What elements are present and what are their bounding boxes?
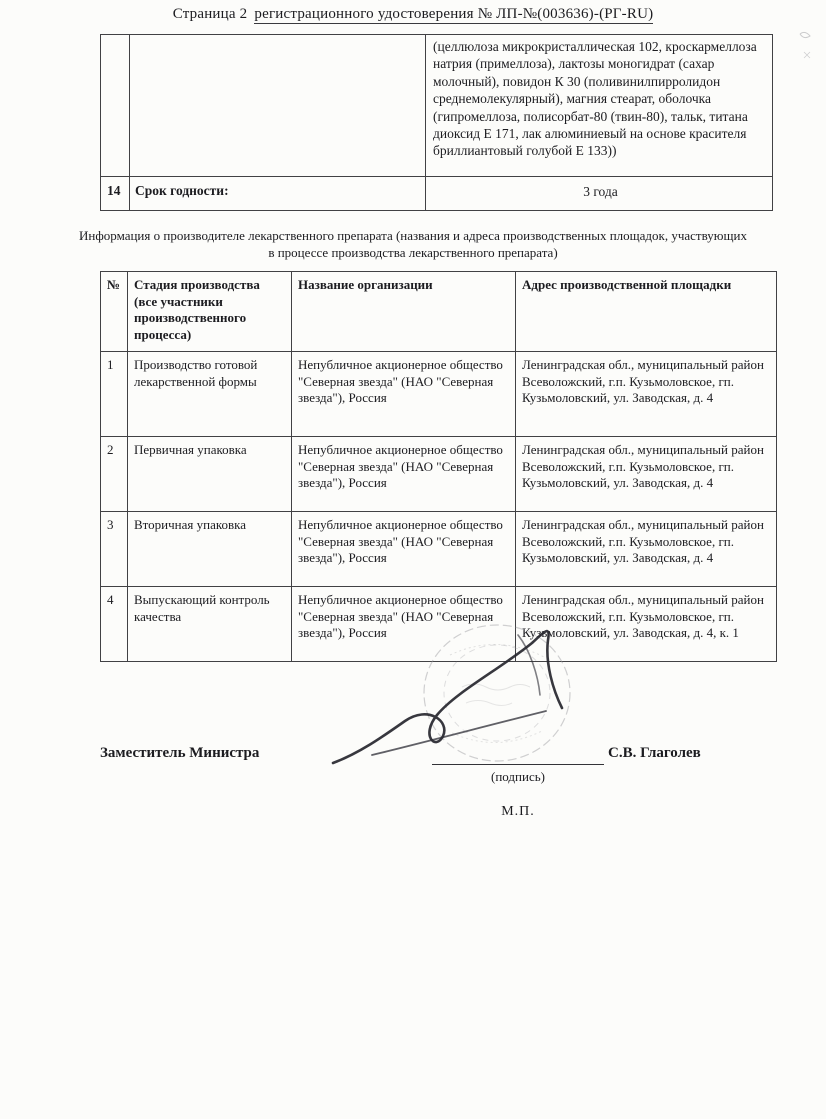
address-cell: Ленинградская обл., муниципальный район Всеволожский, г.п. Кузьмоловское, гп. Кузьмоловский, ул. Заводская, д. 4 [516, 437, 777, 512]
scan-noise-marks [796, 28, 818, 68]
row-number-cell: 14 [101, 177, 130, 210]
empty-number-cell [101, 35, 130, 176]
organization-cell: Непубличное акционерное общество "Северная звезда" (НАО "Северная звезда"), Россия [292, 512, 516, 587]
col-header-stage: Стадия производства (все участники производственного процесса) [128, 272, 292, 352]
empty-label-cell [130, 35, 426, 176]
signatory-title: Заместитель Министра [100, 745, 260, 761]
row-number-cell: 4 [101, 587, 128, 662]
col-header-number: № [101, 272, 128, 352]
table-header-row [101, 272, 777, 352]
manufacturer-info-intro: Информация о производителе лекарственного препарата (названия и адреса производственных площадок, участвующих в процессе производства лекарственного препарата) [79, 228, 747, 260]
address-cell: Ленинградская обл., муниципальный район Всеволожский, г.п. Кузьмоловское, гп. Кузьмоловский, ул. Заводская, д. 4 [516, 512, 777, 587]
table-row [101, 437, 777, 512]
row-number-cell: 3 [101, 512, 128, 587]
certificate-title: регистрационного удостоверения № ЛП-№(003636)-(РГ-RU) [254, 6, 654, 22]
stage-cell: Производство готовой лекарственной формы [128, 352, 292, 437]
organization-cell: Непубличное акционерное общество "Северная звезда" (НАО "Северная звезда"), Россия [292, 437, 516, 512]
table-row [101, 587, 777, 662]
row-number-cell: 1 [101, 352, 128, 437]
shelf-life-value: 3 года [583, 184, 618, 199]
manufacturer-table [100, 271, 777, 662]
continuation-table [100, 34, 773, 211]
signatory-name: С.В. Глаголев [608, 745, 701, 761]
table-row [101, 512, 777, 587]
table-row [101, 352, 777, 437]
excipients-cell: (целлюлоза микрокристаллическая 102, кроскармеллоза натрия (примеллоза), лактозы моногидрат (сахар молочный), повидон К 30 (поливинилпирролидон среднемолекулярный), магния стеарат, оболочка (гипромеллоза, полисорбат-80 (твин-80), тальк, титана диоксид Е 171, лак алюминиевый на основе красителя бриллиантовый голубой Е 133)) [433, 39, 757, 159]
col-header-organization: Название организации [292, 272, 516, 352]
stage-cell: Вторичная упаковка [128, 512, 292, 587]
stage-cell: Первичная упаковка [128, 437, 292, 512]
stage-cell: Выпускающий контроль качества [128, 587, 292, 662]
shelf-life-label: Срок годности: [130, 177, 426, 210]
seal-place-caption: М.П. [501, 804, 535, 819]
organization-cell: Непубличное акционерное общество "Северная звезда" (НАО "Северная звезда"), Россия [292, 587, 516, 662]
excipients-row [101, 35, 772, 176]
page-number-label: Страница 2 [172, 6, 248, 22]
address-cell: Ленинградская обл., муниципальный район Всеволожский, г.п. Кузьмоловское, гп. Кузьмоловский, ул. Заводская, д. 4, к. 1 [516, 587, 777, 662]
address-cell: Ленинградская обл., муниципальный район Всеволожский, г.п. Кузьмоловское, гп. Кузьмоловский, ул. Заводская, д. 4 [516, 352, 777, 437]
signature-caption: (подпись) [491, 769, 545, 784]
organization-cell: Непубличное акционерное общество "Северная звезда" (НАО "Северная звезда"), Россия [292, 352, 516, 437]
row-number-cell: 2 [101, 437, 128, 512]
page-header [0, 6, 826, 23]
shelf-life-row [101, 176, 772, 210]
signature-line [432, 764, 604, 765]
col-header-address: Адрес производственной площадки [516, 272, 777, 352]
